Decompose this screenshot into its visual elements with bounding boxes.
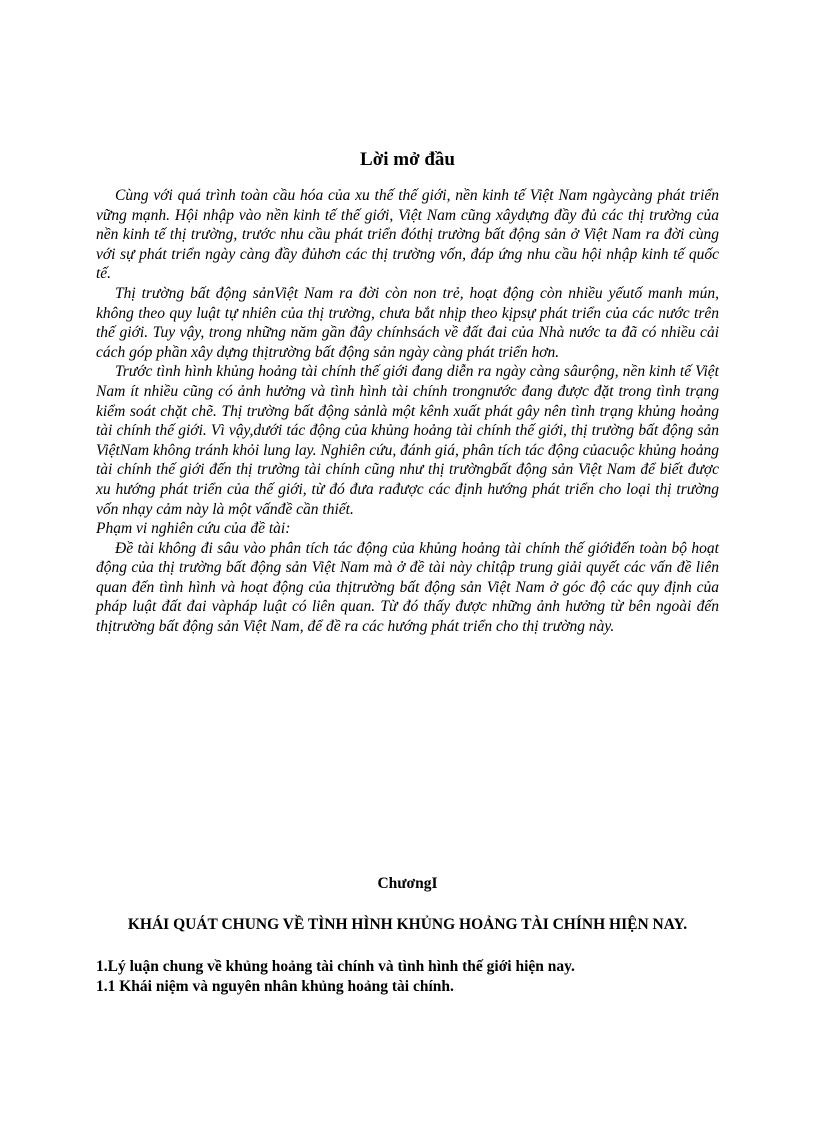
page-title: Lời mở đầu — [360, 149, 455, 170]
intro-paragraph-2: Thị trường bất động sảnViệt Nam ra đời còn non trẻ, hoạt động còn nhiều yếutố manh mún, không theo quy luật tự nhiên của thị trường, chưa bắt nhịp theo kịpsự phát triển của các nước trên thế giới. Tuy vậy, trong những năm gần đây chínhsách về đất đai của Nhà nước ta đã có nhiều cải cách góp phần xây dựng thịtrường bất động sản ngày càng phát triển hơn. — [96, 284, 719, 361]
chapter-label: ChươngI — [377, 875, 438, 892]
section-heading-1-1: 1.1 Khái niệm và nguyên nhân khủng hoảng tài chính. — [96, 978, 454, 995]
intro-paragraph-3: Trước tình hình khủng hoảng tài chính thế giới đang diễn ra ngày càng sâurộng, nền kinh tế Việt Nam ít nhiều cũng có ảnh hưởng và tình hình tài chính trongnước đang được đặt trong tình trạng kiểm soát chặt chẽ. Thị trường bất động sảnlà một kênh xuất phát gây nên tình trạng khủng hoảng tài chính thế giới. Vì vậy,dưới tác động của khủng hoảng tài chính thế giới, thị trường bất động sản ViệtNam không tránh khỏi lung lay. Nghiên cứu, đánh giá, phân tích tác động củacuộc khủng hoảng tài chính thế giới đến thị trường tài chính cũng như thị trườngbất động sản Việt Nam để biết được xu hướng phát triển của thế giới, từ đó đưa rađược các định hướng phát triển cho loại thị trường vốn nhạy cảm này là một vấnđề cần thiết. — [96, 363, 719, 518]
section-heading-1: 1.Lý luận chung về khủng hoảng tài chính và tình hình thế giới hiện nay. — [96, 958, 575, 975]
introduction-section — [96, 148, 719, 637]
scope-heading: Phạm vi nghiên cứu của đề tài: — [96, 520, 291, 538]
intro-paragraph-1: Cùng với quá trình toàn cầu hóa của xu thế thế giới, nền kinh tế Việt Nam ngàycàng phát triển vững mạnh. Hội nhập vào nền kinh tế thế giới, Việt Nam cũng xâydựng đầy đủ các thị trường của nền kinh tế thị trường, trước nhu cầu phát triển đóthị trường bất động sản ở Việt Nam ra đời cùng với sự phát triển ngày càng đầy đủhơn các thị trường vốn, đáp ứng nhu cầu hội nhập kinh tế quốc tế. — [96, 187, 719, 283]
scope-paragraph: Đề tài không đi sâu vào phân tích tác động của khủng hoảng tài chính thế giớiđến toàn bộ hoạt động của thị trường bất động sản Việt Nam mà ở đề tài này chỉtập trung giải quyết các vấn đề liên quan đến tình hình và hoạt động của thịtrường bất động sản Việt Nam ở góc độ các quy định của pháp luật đất đai vàpháp luật có liên quan. Từ đó thấy được những ảnh hưởng từ bên ngoài đến thịtrường bất động sản Việt Nam, để đề ra các hướng phát triển cho thị trường này. — [96, 539, 719, 636]
chapter-section — [96, 874, 719, 997]
chapter-title: KHÁI QUÁT CHUNG VỀ TÌNH HÌNH KHỦNG HOẢNG TÀI CHÍNH HIỆN NAY. — [127, 916, 688, 933]
